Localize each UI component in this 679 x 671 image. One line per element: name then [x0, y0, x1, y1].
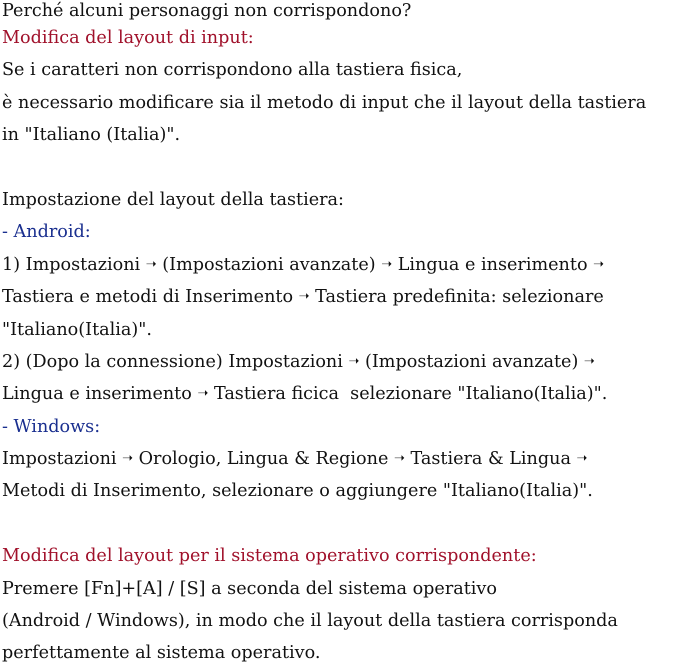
android-step1-line-2: [2, 281, 677, 313]
android-step1-line-3: "Italiano(Italia)".: [2, 319, 152, 340]
arrow-right-icon: ➝: [122, 451, 134, 467]
android-step2-line-1: [2, 346, 677, 378]
input-layout-line-3: in "Italiano (Italia)".: [2, 125, 181, 146]
arrow-right-icon: ➝: [381, 256, 393, 272]
android-step1-a: 1) Impostazioni: [2, 254, 146, 275]
windows-c: Tastiera & Lingua: [404, 449, 577, 470]
windows-b: Orologio, Lingua & Regione: [133, 449, 394, 470]
arrow-right-icon: ➝: [593, 256, 605, 272]
arrow-right-icon: ➝: [298, 289, 310, 305]
input-layout-line-2: è necessario modificare sia il metodo di input che il layout della tastiera: [2, 92, 647, 113]
windows-heading: - Windows:: [2, 416, 101, 437]
windows-a: Impostazioni: [2, 449, 123, 470]
question-title: Perché alcuni personaggi non corrispondono?: [2, 1, 412, 21]
input-layout-line-1: Se i caratteri non corrispondono alla tastiera fisica,: [2, 60, 463, 81]
spacer: [2, 152, 677, 184]
arrow-right-icon: ➝: [583, 353, 595, 369]
document-body: [2, 0, 677, 670]
android-heading: - Android:: [2, 222, 91, 243]
arrow-right-icon: ➝: [197, 386, 209, 402]
arrow-right-icon: ➝: [393, 451, 405, 467]
android-step2-b: (Impostazioni avanzate): [359, 351, 584, 372]
windows-line-2: Metodi di Inserimento, selezionare o aggiungere "Italiano(Italia)".: [2, 481, 593, 502]
arrow-right-icon: ➝: [576, 451, 588, 467]
os-layout-line-1: Premere [Fn]+[A] / [S] a seconda del sistema operativo: [2, 578, 497, 599]
android-step1-line-1: [2, 249, 677, 281]
arrow-right-icon: ➝: [348, 353, 360, 369]
android-step2-d: Tastiera ficica selezionare "Italiano(Italia)".: [208, 384, 608, 405]
os-layout-line-3: perfettamente al sistema operativo.: [2, 643, 321, 664]
android-step1-d: Tastiera e metodi di Inserimento: [2, 287, 299, 308]
os-layout-heading: Modifica del layout per il sistema operativo corrispondente:: [2, 546, 537, 567]
arrow-right-icon: ➝: [145, 256, 157, 272]
keyboard-setup-title: Impostazione del layout della tastiera:: [2, 189, 344, 210]
windows-line-1: [2, 443, 677, 475]
input-layout-heading: Modifica del layout di input:: [2, 28, 254, 48]
android-step1-c: Lingua e inserimento: [392, 254, 594, 275]
spacer: [2, 508, 677, 540]
android-step2-line-2: [2, 378, 677, 410]
android-step1-b: (Impostazioni avanzate): [156, 254, 382, 275]
os-layout-line-2: (Android / Windows), in modo che il layout della tastiera corrisponda: [2, 611, 618, 632]
android-step1-e: Tastiera predefinita: selezionare: [309, 287, 604, 308]
android-step2-a: 2) (Dopo la connessione) Impostazioni: [2, 351, 349, 372]
android-step2-c: Lingua e inserimento: [2, 384, 198, 405]
